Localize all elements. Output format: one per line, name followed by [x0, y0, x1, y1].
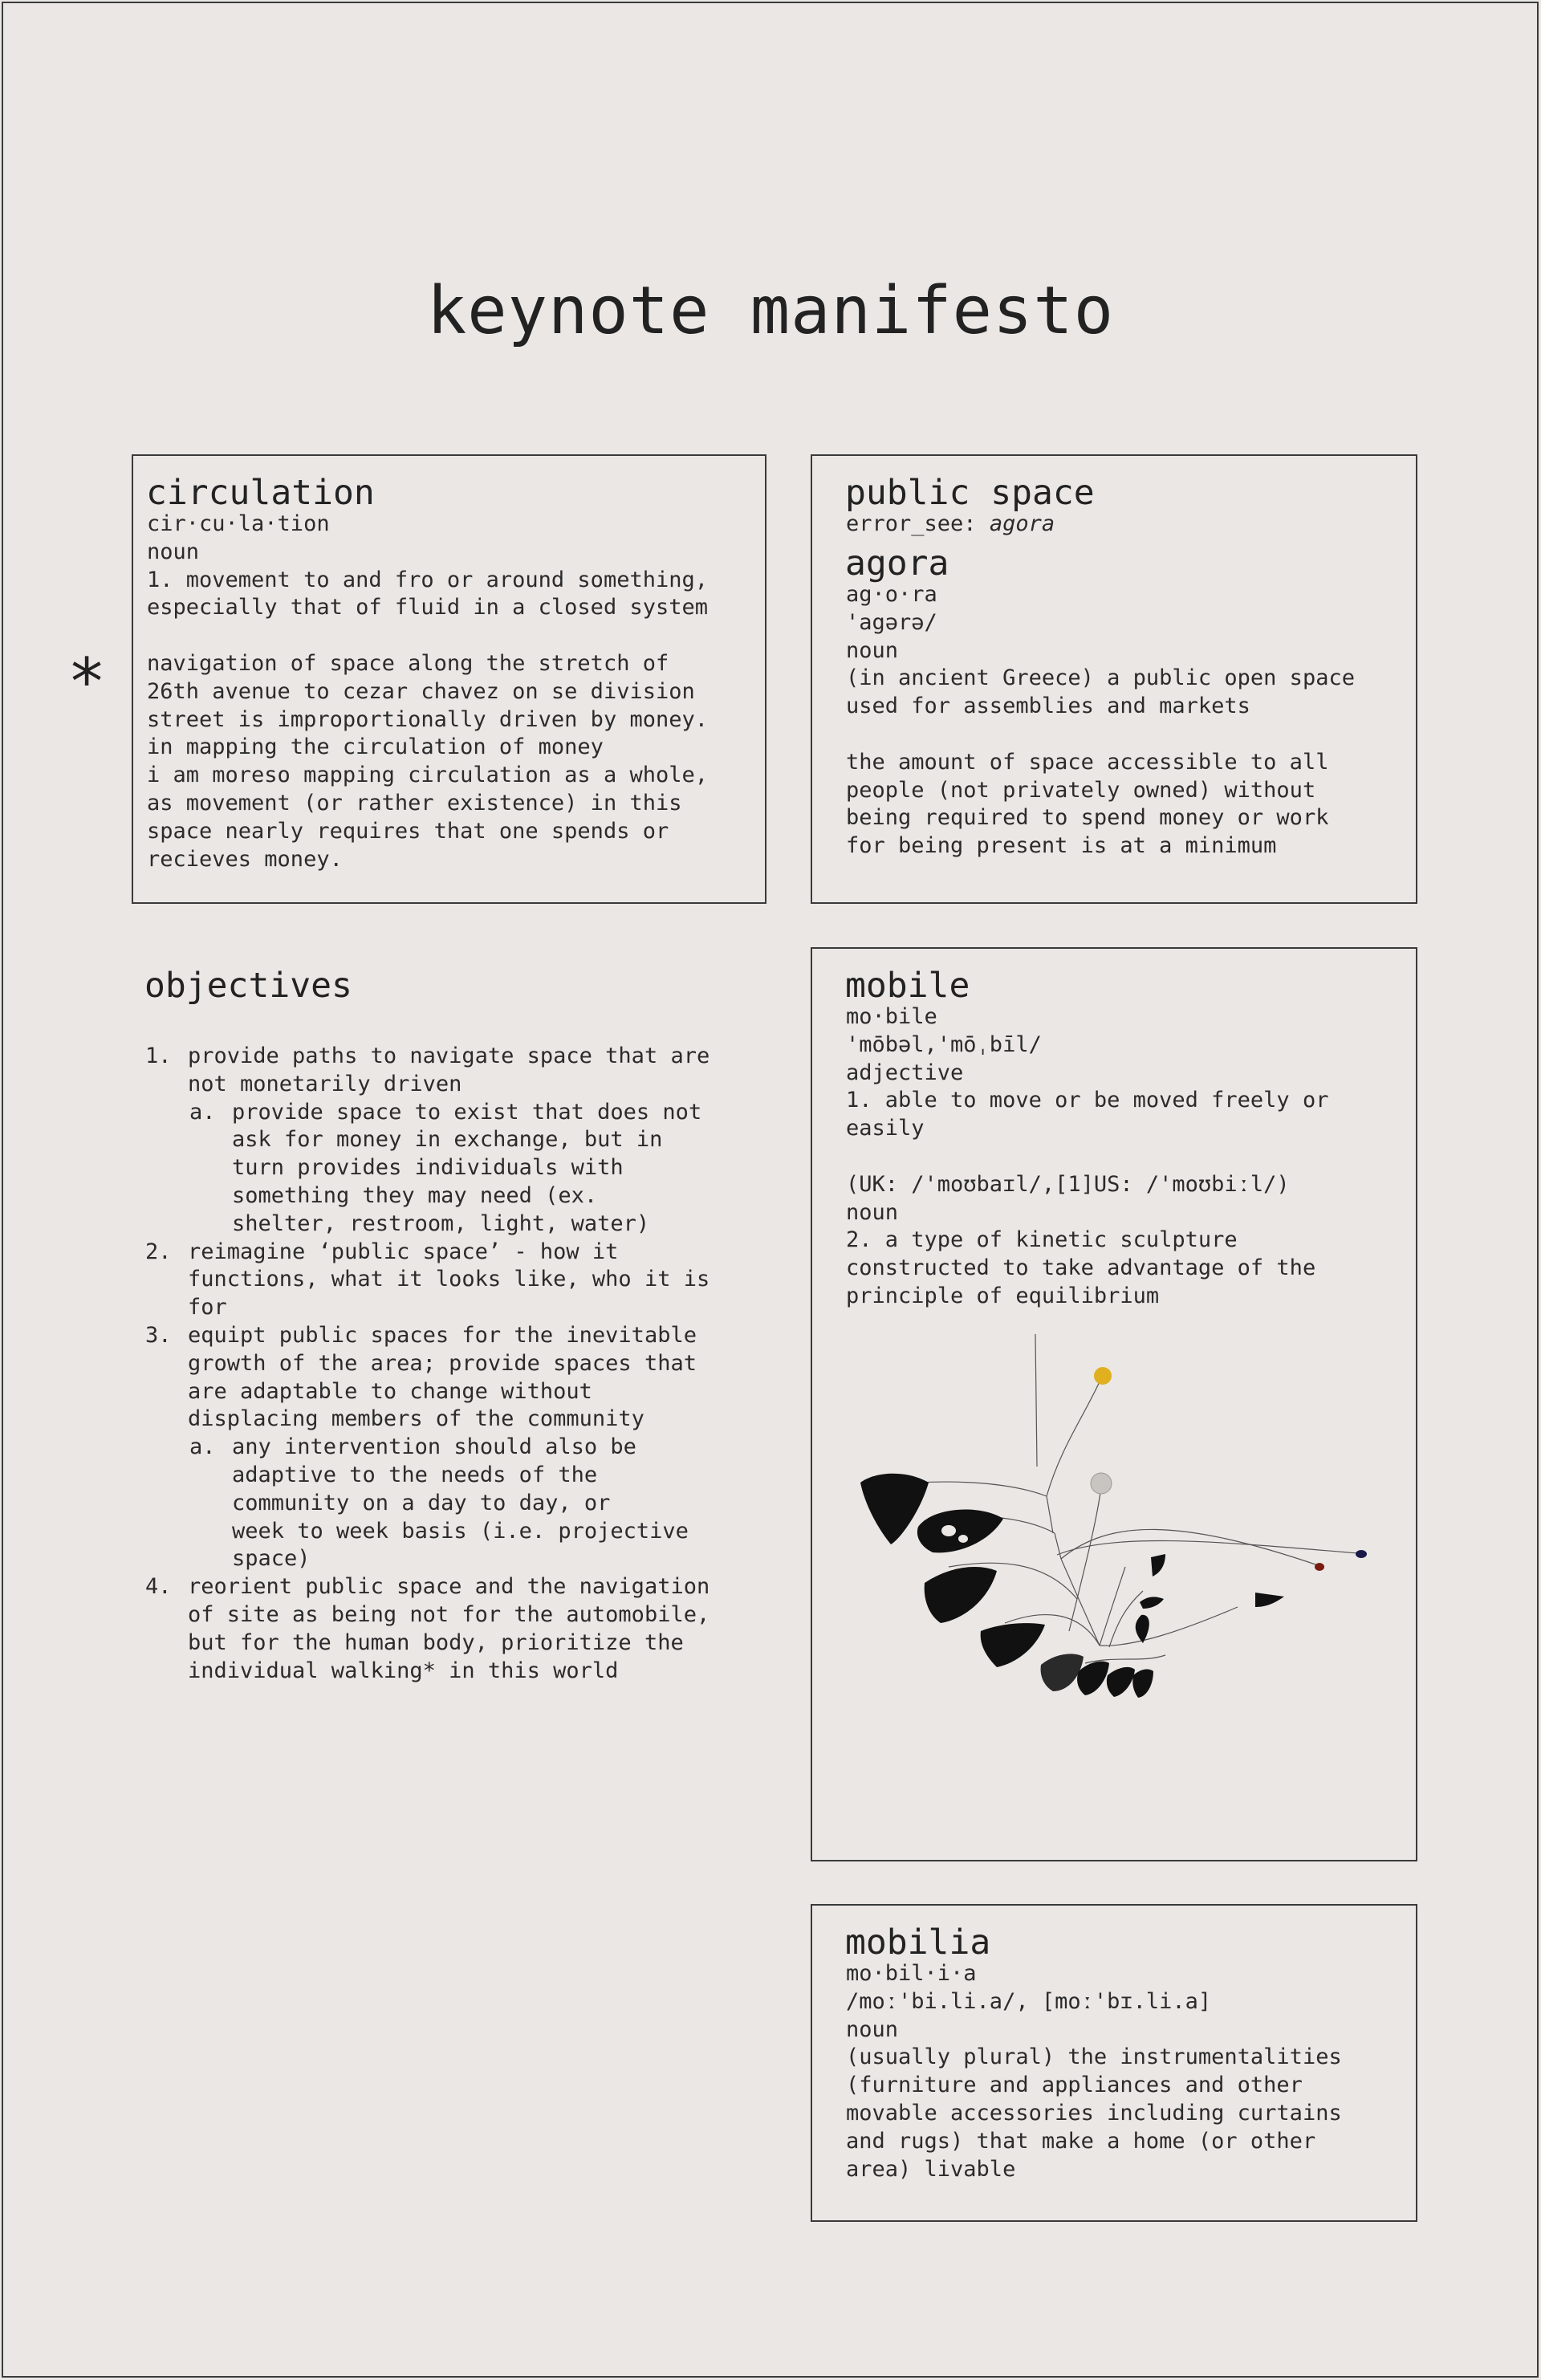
mobile-black-leaf [925, 1567, 997, 1623]
mobile-arm [1061, 1529, 1318, 1565]
objective-subitem-letter: a. [189, 1099, 216, 1125]
objective-line: for [188, 1295, 227, 1320]
objective-text [188, 1043, 710, 1099]
text-line: navigation of space along the stretch of [147, 650, 669, 676]
objective-line: reorient public space and the navigation [188, 1574, 710, 1600]
text-line: noun [147, 539, 200, 564]
text-line: street is improportionally driven by money. [147, 706, 708, 732]
mobile-black-leaf [981, 1623, 1045, 1667]
mobile-small-black-shape [1140, 1597, 1164, 1609]
objectives-heading: objectives [144, 966, 352, 1006]
text-line: mo·bil·i·a [846, 1961, 977, 1986]
mobile-grey-disc [1091, 1473, 1112, 1494]
objective-item [145, 1239, 710, 1322]
objective-subitem [145, 1099, 710, 1239]
text-line: 'mōbəl,'mōˌbīl/ [846, 1031, 1042, 1057]
mobile-leaf-hole [958, 1535, 968, 1543]
circulation-heading: circulation [146, 473, 375, 513]
text-line: as movement (or rather existence) in this [147, 790, 682, 816]
text-line: people (not privately owned) without [846, 777, 1316, 803]
mobilia-card [811, 1904, 1417, 2222]
objective-subitem [145, 1434, 710, 1573]
mobile-small-black-shape [1151, 1554, 1165, 1576]
objective-line: functions, what it looks like, who it is [188, 1267, 710, 1292]
objective-line: ask for money in exchange, but in [232, 1127, 663, 1153]
mobilia-heading: mobilia [845, 1922, 991, 1963]
mobile-red-dot [1315, 1563, 1324, 1571]
objective-line: turn provides individuals with [232, 1155, 624, 1181]
objective-line: shelter, restroom, light, water) [232, 1210, 650, 1236]
text-line: especially that of fluid in a closed system [147, 595, 708, 620]
agora-heading: agora [845, 543, 949, 584]
objective-line: something they may need (ex. [232, 1182, 598, 1208]
objective-number: 1. [145, 1044, 172, 1068]
text-line: principle of equilibrium [846, 1283, 1160, 1308]
error-see-label: error_see: [846, 511, 990, 536]
text-line: noun [846, 637, 899, 663]
text-line: noun [846, 1199, 899, 1225]
objective-line: of site as being not for the automobile, [188, 1601, 710, 1627]
mobile-black-leaf [1107, 1667, 1135, 1697]
mobile-small-black-shape [1136, 1615, 1149, 1643]
objectives-list [145, 1043, 710, 1685]
mobile-leaf-hole [941, 1525, 956, 1536]
text-line: noun [846, 2016, 899, 2042]
text-line: i am moreso mapping circulation as a whole, [147, 763, 708, 788]
objective-number: 3. [145, 1322, 172, 1348]
objective-line: but for the human body, prioritize the [188, 1629, 684, 1655]
text-line: mo·bile [846, 1004, 937, 1029]
mobile-black-leaf [1132, 1670, 1153, 1698]
objective-line: not monetarily driven [188, 1071, 462, 1096]
text-line: (UK: /'moʊbaɪl/,[1]US: /'moʊbiːl/) [846, 1171, 1290, 1197]
objective-line: individual walking* in this world [188, 1658, 619, 1683]
text-line: ag·o·ra [846, 582, 937, 607]
text-line: movable accessories including curtains [846, 2100, 1342, 2126]
objective-line: provide space to exist that does not [232, 1099, 702, 1125]
text-line: adjective [846, 1060, 964, 1085]
mobilia-body [846, 1960, 1342, 2183]
text-line: /moː'bi.li.a/, [moː'bɪ.li.a] [846, 1988, 1212, 2014]
text-line: constructed to take advantage of the [846, 1255, 1316, 1281]
mobile-arm [1047, 1496, 1053, 1533]
objective-number: 2. [145, 1239, 172, 1264]
text-line: 'agərə/ [846, 609, 937, 635]
mobile-heading: mobile [845, 966, 970, 1006]
mobile-black-leaf [1077, 1662, 1109, 1695]
text-line: used for assemblies and markets [846, 694, 1250, 719]
text-line: 26th avenue to cezar chavez on se division [147, 678, 695, 704]
mobile-arm [1069, 1487, 1101, 1631]
objective-line: provide paths to navigate space that are [188, 1044, 710, 1068]
mobile-black-leaf-with-holes [917, 1510, 1003, 1553]
public-space-body [846, 581, 1355, 860]
objective-text [188, 1573, 710, 1685]
public-space-card [811, 454, 1417, 904]
mobile-arm [1057, 1541, 1358, 1555]
objective-line: adaptive to the needs of the [232, 1462, 598, 1487]
objective-line: growth of the area; provide spaces that [188, 1350, 697, 1376]
text-line: 1. movement to and fro or around something, [147, 567, 708, 592]
mobile-yellow-disc [1094, 1367, 1112, 1385]
text-line: 2. a type of kinetic sculpture [846, 1227, 1238, 1253]
text-line: the amount of space accessible to all [846, 749, 1329, 775]
mobile-arm [1100, 1567, 1125, 1646]
mobile-blue-dot [1356, 1550, 1367, 1558]
text-line: recieves money. [147, 846, 343, 872]
text-line: being required to spend money or work [846, 805, 1329, 831]
objective-text [188, 1239, 710, 1322]
mobile-arm [1100, 1607, 1238, 1646]
asterisk-mark: * [67, 645, 107, 719]
text-line: (furniture and appliances and other [846, 2073, 1303, 2098]
text-line: (in ancient Greece) a public open space [846, 665, 1355, 691]
text-line: area) livable [846, 2156, 1016, 2182]
page-title: keynote manifesto [426, 273, 1115, 349]
objective-subitem-text [232, 1099, 701, 1239]
text-line [147, 622, 708, 650]
objective-item [145, 1573, 710, 1685]
calder-mobile-illustration [844, 1326, 1390, 1808]
text-line: 1. able to move or be moved freely or [846, 1088, 1329, 1113]
circulation-body [147, 511, 708, 873]
mobile-body [846, 1003, 1328, 1311]
objective-subitem-letter: a. [189, 1434, 216, 1460]
mobile-hanging-wire [1035, 1334, 1037, 1467]
text-line: and rugs) that make a home (or other [846, 2128, 1316, 2154]
text-line: easily [846, 1116, 925, 1141]
objective-line: equipt public spaces for the inevitable [188, 1322, 697, 1348]
text-line: space nearly requires that one spends or [147, 818, 669, 844]
objective-text [188, 1322, 697, 1434]
public-space-heading: public space [845, 473, 1095, 513]
mobile-black-leaf [1041, 1654, 1084, 1691]
text-line: cir·cu·la·tion [147, 511, 330, 536]
error-see-target: agora [989, 511, 1055, 536]
objective-line: are adaptable to change without [188, 1378, 592, 1404]
objective-line: space) [232, 1546, 311, 1572]
text-line: (usually plural) the instrumentalities [846, 2044, 1342, 2070]
mobile-card [811, 947, 1417, 1861]
objective-item [145, 1043, 710, 1099]
circulation-card [132, 454, 766, 904]
text-line [846, 1143, 1328, 1171]
text-line [846, 721, 1355, 749]
objective-item [145, 1322, 710, 1434]
objective-line: community on a day to day, or [232, 1490, 611, 1515]
objective-line: reimagine ‘public space’ - how it [188, 1239, 619, 1264]
objective-line: any intervention should also be [232, 1434, 636, 1460]
objective-number: 4. [145, 1574, 172, 1600]
objective-line: week to week basis (i.e. projective [232, 1518, 689, 1544]
text-line: in mapping the circulation of money [147, 734, 604, 760]
mobile-small-black-shape [1255, 1593, 1284, 1607]
mobile-arm [1061, 1559, 1079, 1599]
mobile-arm [1079, 1599, 1100, 1646]
error-see-line [846, 511, 1055, 539]
objective-subitem-text [232, 1434, 689, 1573]
text-line: for being present is at a minimum [846, 833, 1277, 859]
objective-line: displacing members of the community [188, 1406, 644, 1432]
